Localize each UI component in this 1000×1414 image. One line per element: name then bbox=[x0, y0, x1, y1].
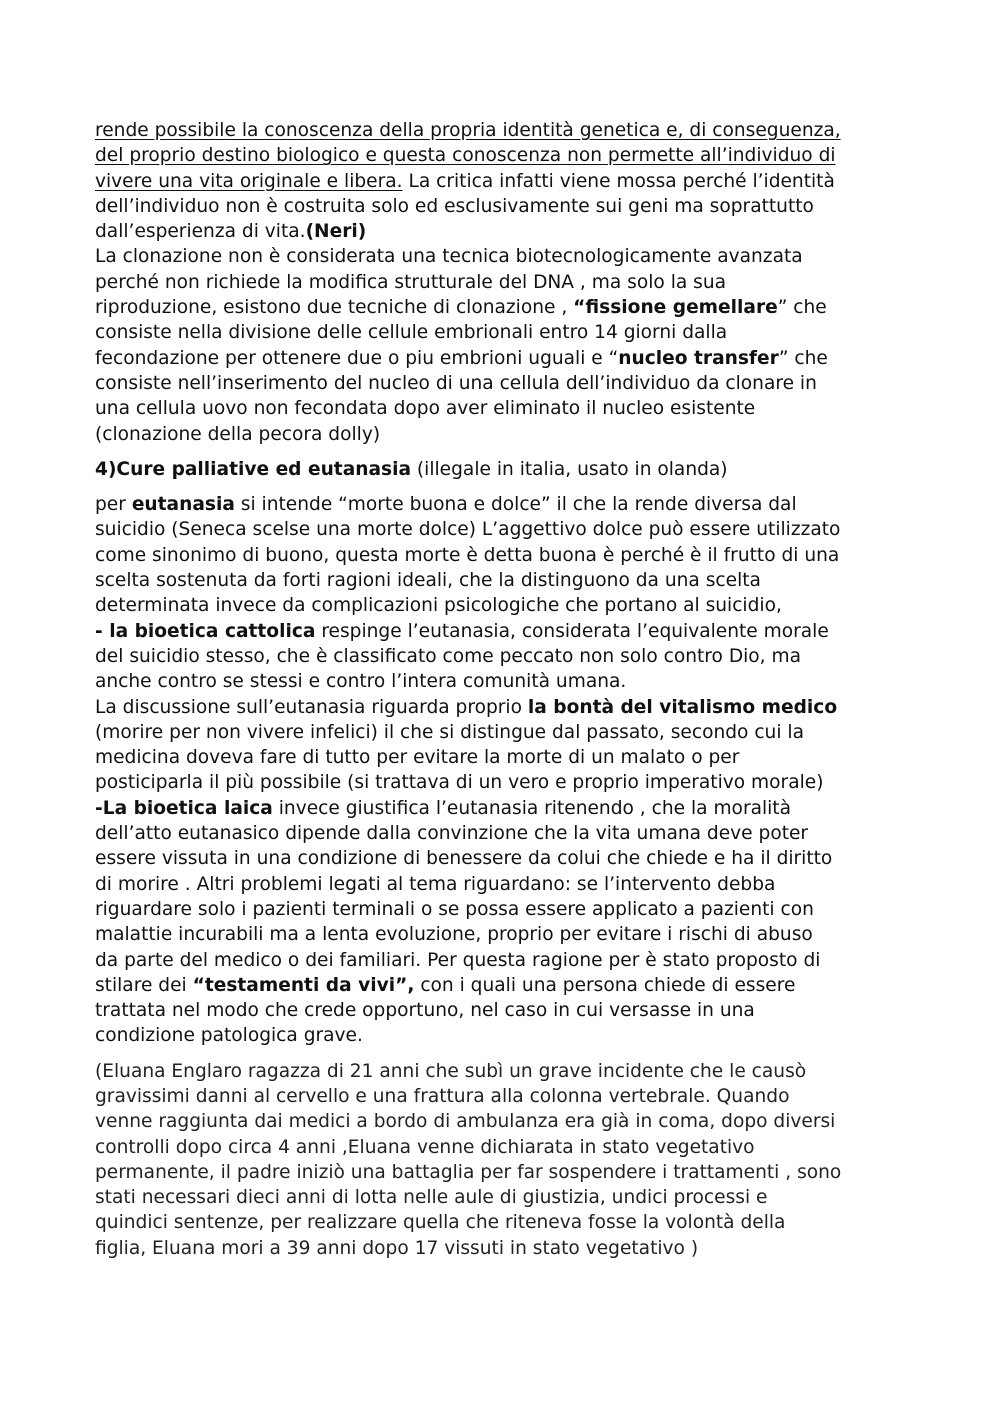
text-line bbox=[95, 948, 925, 973]
text-span: condizione patologica grave. bbox=[95, 1025, 363, 1047]
text-span: venne raggiunta dai medici a bordo di ambulanza era già in coma, dopo diversi bbox=[95, 1111, 836, 1133]
text-line bbox=[95, 244, 925, 269]
text-span: suicidio (Seneca scelse una morte dolce) L’aggettivo dolce può essere utilizzato bbox=[95, 519, 841, 541]
text-line bbox=[95, 720, 925, 745]
text-span: malattie incurabili ma a lenta evoluzione, proprio per evitare i rischi di abuso bbox=[95, 924, 813, 946]
text-line bbox=[95, 270, 925, 295]
underlined-text: del proprio destino biologico e questa conoscenza non permette all’individuo di bbox=[95, 145, 836, 167]
document-page bbox=[95, 118, 925, 1261]
text-span: respinge l’eutanasia, considerata l’equivalente morale bbox=[315, 620, 829, 642]
text-line bbox=[95, 872, 925, 897]
text-line bbox=[95, 568, 925, 593]
text-line bbox=[95, 619, 925, 644]
text-span: riguardare solo i pazienti terminali o se possa essere applicato a pazienti con bbox=[95, 898, 814, 920]
text-span: riproduzione, esistono due tecniche di clonazione , bbox=[95, 297, 574, 319]
text-span: stilare dei bbox=[95, 974, 193, 996]
text-line bbox=[95, 821, 925, 846]
text-line bbox=[95, 371, 925, 396]
underlined-text: vivere una vita originale e libera. bbox=[95, 170, 403, 192]
text-line bbox=[95, 770, 925, 795]
text-line bbox=[95, 1185, 925, 1210]
text-span: determinata invece da complicazioni psicologiche che portano al suicidio, bbox=[95, 595, 782, 617]
text-line bbox=[95, 644, 925, 669]
text-span: ” che bbox=[778, 347, 828, 369]
text-span: del suicidio stesso, che è classificato come peccato non solo contro Dio, ma bbox=[95, 645, 801, 667]
text-span: posticiparla il più possibile (si trattava di un vero e proprio imperativo morale) bbox=[95, 772, 824, 794]
bold-text: nucleo transfer bbox=[618, 347, 779, 369]
text-line bbox=[95, 517, 925, 542]
text-line bbox=[95, 169, 925, 194]
text-line bbox=[95, 1135, 925, 1160]
text-line bbox=[95, 846, 925, 871]
text-span: da parte del medico o dei familiari. Per questa ragione per è stato proposto di bbox=[95, 949, 821, 971]
text-line bbox=[95, 295, 925, 320]
text-span: La discussione sull’eutanasia riguarda proprio bbox=[95, 696, 528, 718]
text-span: La critica infatti viene mossa perché l’identità bbox=[402, 170, 835, 192]
text-span: gravissimi danni al cervello e una frattura alla colonna vertebrale. Quando bbox=[95, 1085, 790, 1107]
text-line bbox=[95, 1210, 925, 1235]
text-span: permanente, il padre iniziò una battaglia per far sospendere i trattamenti , sono bbox=[95, 1161, 842, 1183]
text-span: stati necessari dieci anni di lotta nelle aule di giustizia, undici processi e bbox=[95, 1187, 768, 1209]
text-line bbox=[95, 922, 925, 947]
text-span: una cellula uovo non fecondata dopo aver eliminato il nucleo esistente bbox=[95, 398, 756, 420]
text-span: scelta sostenuta da forti ragioni ideali, che la distinguono da una scelta bbox=[95, 570, 761, 592]
text-line bbox=[95, 1160, 925, 1185]
underlined-text: rende possibile la conoscenza della propria identità genetica e, di conseguenza, bbox=[95, 120, 841, 141]
text-span: per bbox=[95, 494, 132, 516]
text-span: consiste nell’inserimento del nucleo di una cellula dell’individuo da clonare in bbox=[95, 372, 817, 394]
text-span: dell’atto eutanasico dipende dalla convinzione che la vita umana deve poter bbox=[95, 823, 809, 845]
text-span: controlli dopo circa 4 anni ,Eluana venne dichiarata in stato vegetativo bbox=[95, 1136, 755, 1158]
text-span: di morire . Altri problemi legati al tema riguardano: se l’intervento debba bbox=[95, 873, 776, 895]
text-span: trattata nel modo che crede opportuno, nel caso in cui versasse in una bbox=[95, 1000, 755, 1022]
text-span: (Eluana Englaro ragazza di 21 anni che subì un grave incidente che le causò bbox=[95, 1060, 807, 1082]
bold-text: - la bioetica cattolica bbox=[95, 620, 316, 642]
text-span: (clonazione della pecora dolly) bbox=[95, 423, 381, 445]
text-line bbox=[95, 796, 925, 821]
text-span: con i quali una persona chiede di essere bbox=[414, 974, 796, 996]
text-span: medicina doveva fare di tutto per evitare la morte di un malato o per bbox=[95, 747, 740, 769]
text-line bbox=[95, 1059, 925, 1084]
text-span: consiste nella divisione delle cellule embrionali entro 14 giorni dalla bbox=[95, 322, 728, 344]
text-line bbox=[95, 320, 925, 345]
text-span: dell’individuo non è costruita solo ed esclusivamente sui geni ma soprattutto bbox=[95, 195, 814, 217]
text-span: si intende “morte buona e dolce” il che la rende diversa dal bbox=[234, 494, 797, 516]
bold-text: 4)Cure palliative ed eutanasia bbox=[95, 458, 412, 480]
text-line bbox=[95, 492, 925, 517]
text-span: La clonazione non è considerata una tecnica biotecnologicamente avanzata bbox=[95, 246, 803, 268]
text-line bbox=[95, 422, 925, 447]
text-line bbox=[95, 1023, 925, 1048]
text-span: essere vissuta in una condizione di benessere da colui che chiede e ha il diritto bbox=[95, 848, 833, 870]
bold-text: “fissione gemellare bbox=[573, 297, 778, 319]
text-span: invece giustifica l’eutanasia ritenendo , che la moralità bbox=[272, 797, 791, 819]
text-line bbox=[95, 143, 925, 168]
text-line bbox=[95, 457, 925, 482]
text-span: perché non richiede la modifica strutturale del DNA , ma solo la sua bbox=[95, 271, 727, 293]
text-line bbox=[95, 897, 925, 922]
text-line bbox=[95, 1109, 925, 1134]
text-line bbox=[95, 219, 925, 244]
text-line bbox=[95, 998, 925, 1023]
text-span: ” che bbox=[777, 297, 827, 319]
text-span: anche contro se stessi e contro l’intera comunità umana. bbox=[95, 671, 627, 693]
text-line bbox=[95, 669, 925, 694]
text-line bbox=[95, 1236, 925, 1261]
text-span: quindici sentenze, per realizzare quella che riteneva fosse la volontà della bbox=[95, 1212, 786, 1234]
text-line bbox=[95, 593, 925, 618]
text-line bbox=[95, 396, 925, 421]
bold-text: la bontà del vitalismo medico bbox=[527, 696, 838, 718]
text-line bbox=[95, 695, 925, 720]
text-line bbox=[95, 118, 925, 143]
text-span: come sinonimo di buono, questa morte è detta buona è perché è il frutto di una bbox=[95, 544, 840, 566]
text-span: figlia, Eluana mori a 39 anni dopo 17 vissuti in stato vegetativo ) bbox=[95, 1237, 699, 1259]
text-line bbox=[95, 973, 925, 998]
text-line bbox=[95, 745, 925, 770]
text-span: (illegale in italia, usato in olanda) bbox=[411, 458, 728, 480]
text-line bbox=[95, 543, 925, 568]
bold-text: “testamenti da vivi”, bbox=[192, 974, 415, 996]
bold-text: eutanasia bbox=[131, 494, 235, 516]
text-line bbox=[95, 346, 925, 371]
text-span: dall’esperienza di vita. bbox=[95, 221, 306, 243]
bold-text: -La bioetica laica bbox=[95, 797, 273, 819]
text-span: fecondazione per ottenere due o piu embrioni uguali e “ bbox=[95, 347, 619, 369]
text-line bbox=[95, 194, 925, 219]
text-line bbox=[95, 1084, 925, 1109]
text-span: (morire per non vivere infelici) il che si distingue dal passato, secondo cui la bbox=[95, 721, 804, 743]
bold-text: (Neri) bbox=[305, 221, 367, 243]
